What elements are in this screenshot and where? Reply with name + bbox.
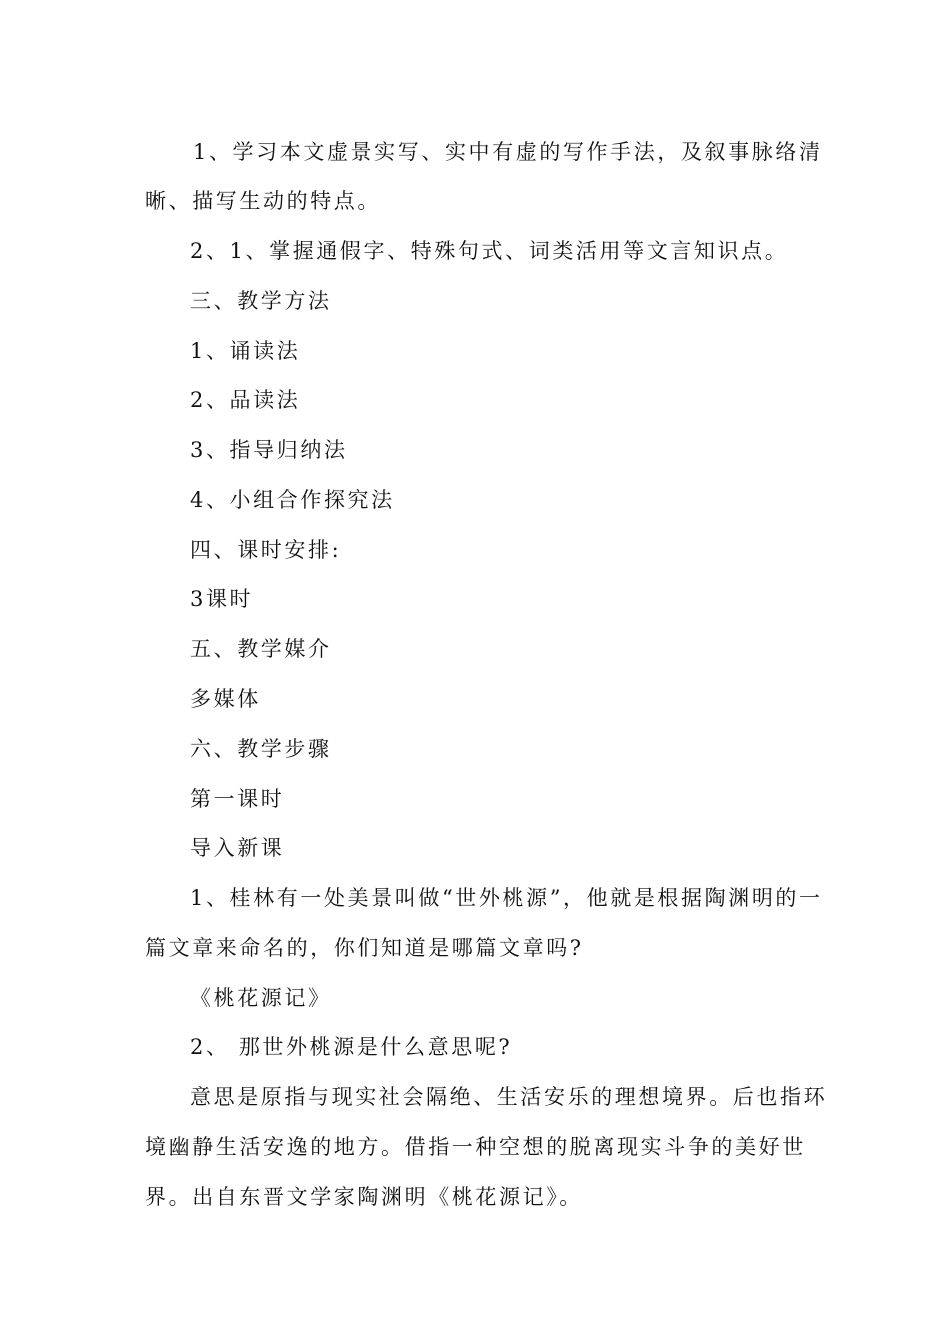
question-1-line-2: 篇文章来命名的，你们知道是哪篇文章吗? (145, 936, 584, 960)
answer-1: 《桃花源记》 (190, 986, 332, 1010)
method-item-4: 4、小组合作探究法 (190, 488, 395, 512)
media-value: 多媒体 (190, 687, 261, 711)
method-item-1: 1、诵读法 (190, 339, 301, 363)
lesson-heading: 第一课时 (190, 787, 285, 811)
answer-2-line-2: 境幽静生活安逸的地方。借指一种空想的脱离现实斗争的美好世 (145, 1135, 806, 1159)
method-item-2: 2、品读法 (190, 388, 301, 412)
section-heading-media: 五、教学媒介 (190, 637, 332, 661)
answer-2-line-1: 意思是原指与现实社会隔绝、生活安乐的理想境界。后也指环 (190, 1085, 828, 1109)
section-heading-methods: 三、教学方法 (190, 289, 332, 313)
section-heading-steps: 六、教学步骤 (190, 737, 332, 761)
question-2: 2、 那世外桃源是什么意思呢? (190, 1035, 513, 1059)
schedule-value: 3课时 (190, 587, 254, 611)
section-heading-schedule: 四、课时安排: (190, 538, 342, 562)
objective-line-2: 2、1、掌握通假字、特殊句式、词类活用等文言知识点。 (190, 239, 789, 263)
question-1-line-1: 1、桂林有一处美景叫做“世外桃源”，他就是根据陶渊明的一 (190, 886, 823, 910)
objective-line-1-cont: 晰、描写生动的特点。 (145, 189, 381, 213)
method-item-3: 3、指导归纳法 (190, 438, 348, 462)
answer-2-line-3: 界。出自东晋文学家陶渊明《桃花源记》。 (145, 1185, 583, 1209)
objective-line-1: 1、学习本文虚景实写、实中有虚的写作手法，及叙事脉络清 (193, 140, 823, 164)
intro-heading: 导入新课 (190, 836, 285, 860)
